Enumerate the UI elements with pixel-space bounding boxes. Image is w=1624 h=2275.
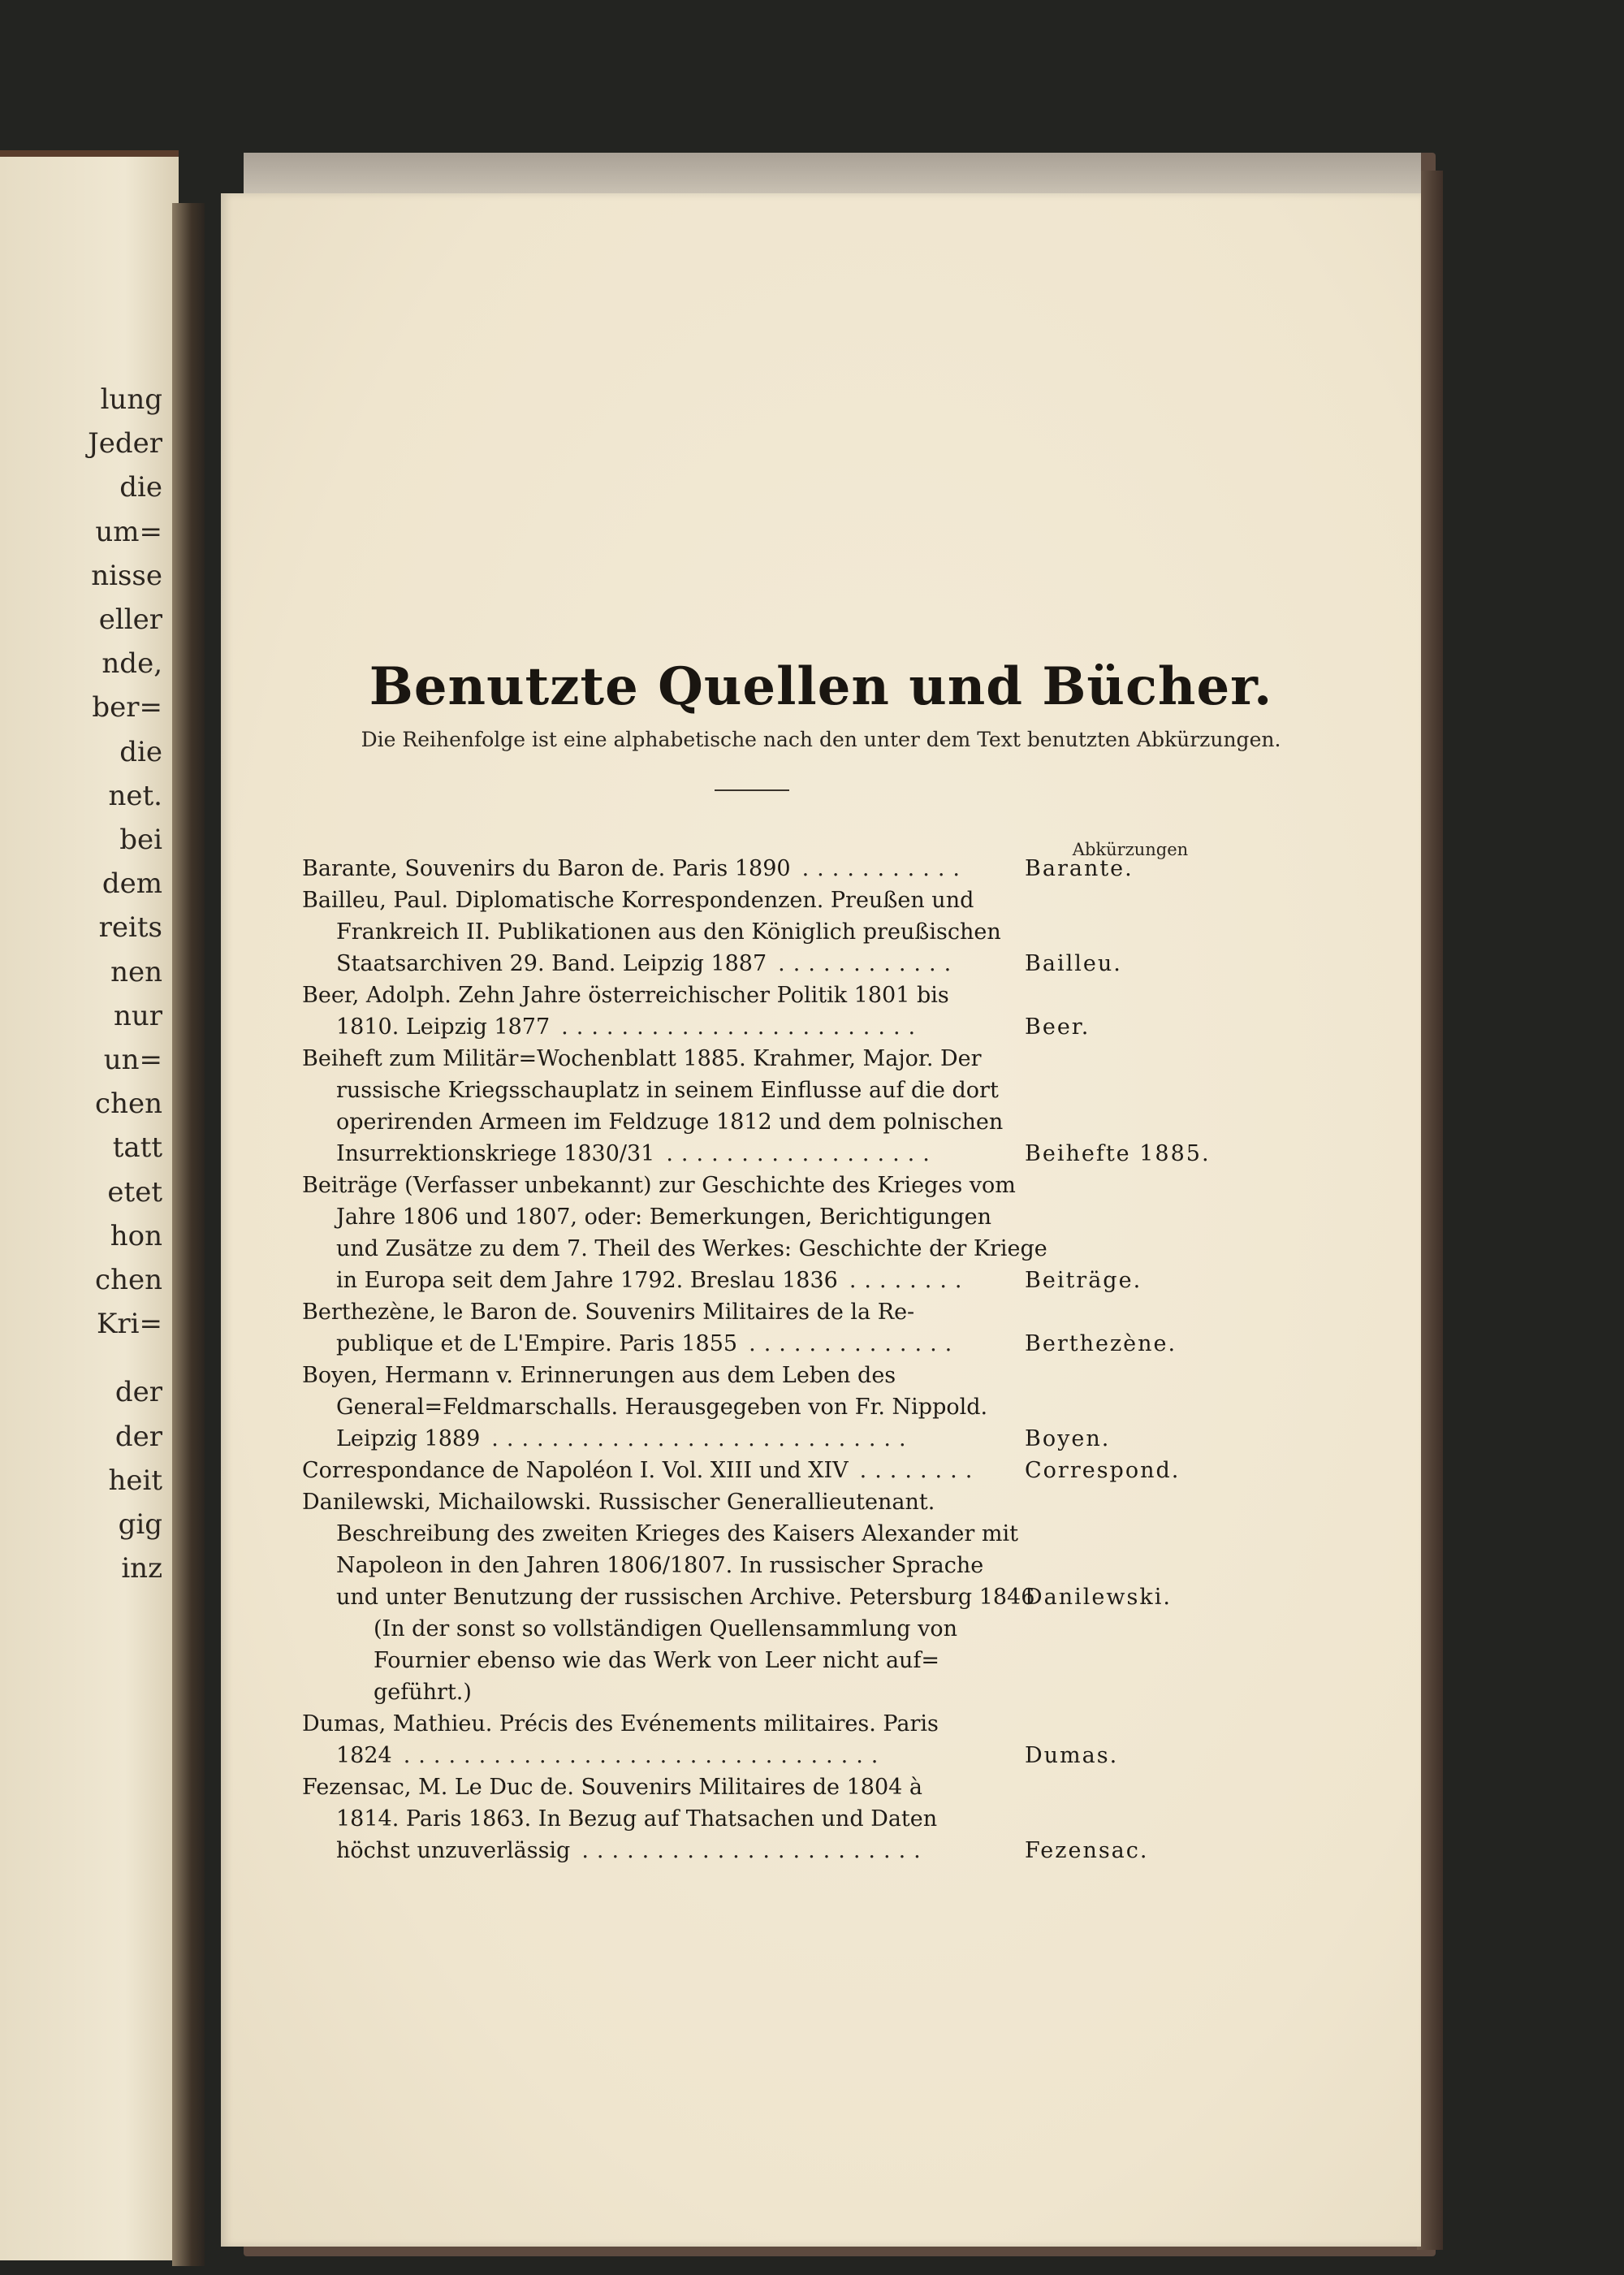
entry-abbreviation: Boyen. bbox=[1025, 1426, 1111, 1451]
leader-dots: ............ bbox=[778, 951, 960, 976]
abbreviations-column-header: Abkürzungen bbox=[1072, 840, 1189, 859]
entry-text: Berthezène, le Baron de. Souvenirs Militaires de la Re- bbox=[302, 1300, 915, 1325]
bibliography-entry bbox=[302, 980, 1260, 1011]
entry-abbreviation: Berthezène. bbox=[1025, 1331, 1177, 1356]
entry-text: in Europa seit dem Jahre 1792. Breslau 1836 bbox=[336, 1268, 838, 1293]
bibliography-entry bbox=[302, 1771, 1260, 1803]
entry-abbreviation: Dumas. bbox=[1025, 1743, 1119, 1768]
bibliography-entry bbox=[302, 853, 1260, 884]
entry-text: geführt.) bbox=[374, 1680, 472, 1705]
previous-page-text-fragment: Jeder bbox=[88, 427, 162, 461]
bibliography-entry bbox=[302, 1486, 1260, 1518]
bibliography-entry-continuation bbox=[302, 1011, 1260, 1043]
previous-page-text-fragment: net. bbox=[108, 779, 162, 812]
bibliography-entry-continuation bbox=[302, 916, 1260, 948]
entry-text: operirenden Armeen im Feldzuge 1812 und dem polnischen bbox=[336, 1109, 1004, 1135]
entry-text: und unter Benutzung der russischen Archive. Petersburg 1846 bbox=[336, 1585, 1035, 1610]
bibliography-entry-continuation bbox=[302, 1581, 1260, 1613]
page-title: Benutzte Quellen und Bücher. bbox=[369, 656, 1273, 717]
bibliography-entry bbox=[302, 1360, 1260, 1391]
bibliography-entry-continuation bbox=[302, 1550, 1260, 1581]
previous-page-text-fragment: nur bbox=[113, 999, 162, 1032]
bibliography-entry-continuation bbox=[302, 1138, 1260, 1170]
entry-text: publique et de L'Empire. Paris 1855 bbox=[336, 1331, 738, 1356]
leader-dots: ................................ bbox=[403, 1743, 887, 1768]
bibliography-entry bbox=[302, 1708, 1260, 1740]
bibliography-entry-continuation bbox=[302, 1645, 1260, 1676]
previous-page-text-fragment: der bbox=[114, 1420, 162, 1453]
entry-text: Leipzig 1889 bbox=[336, 1426, 481, 1451]
previous-page-text-fragment: die bbox=[119, 471, 162, 504]
bibliography-entry-continuation bbox=[302, 1423, 1260, 1455]
previous-page-text-fragment: lung bbox=[100, 383, 162, 416]
entry-text: Barante, Souvenirs du Baron de. Paris 1890 bbox=[302, 856, 791, 881]
previous-page-text-fragment: nen bbox=[110, 955, 162, 988]
previous-page-text-fragment: inz bbox=[121, 1552, 162, 1585]
bibliography-entry-continuation bbox=[302, 1106, 1260, 1138]
previous-page-text-fragment: reits bbox=[98, 911, 162, 945]
entry-text: Frankreich II. Publikationen aus den Königlich preußischen bbox=[336, 919, 1001, 945]
bibliography-entry-continuation bbox=[302, 1803, 1260, 1835]
entry-text: Beiträge (Verfasser unbekannt) zur Geschichte des Krieges vom bbox=[302, 1173, 1016, 1198]
entry-text: (In der sonst so vollständigen Quellensammlung von bbox=[374, 1616, 958, 1641]
previous-page-text-fragment: eller bbox=[98, 603, 162, 636]
leader-dots: ............................ bbox=[491, 1426, 914, 1451]
entry-text: 1824 bbox=[336, 1743, 392, 1768]
bibliography-entry-continuation bbox=[302, 1075, 1260, 1106]
bibliography-entry-continuation bbox=[302, 1676, 1260, 1708]
entry-text: Fournier ebenso wie das Werk von Leer nicht auf= bbox=[374, 1648, 940, 1673]
previous-page-text-fragment: heit bbox=[108, 1464, 162, 1497]
entry-text: General=Feldmarschalls. Herausgegeben von Fr. Nippold. bbox=[336, 1395, 988, 1420]
previous-page-text-fragment: um= bbox=[95, 515, 162, 548]
bibliography-entry-continuation bbox=[302, 1518, 1260, 1550]
divider-rule bbox=[715, 789, 789, 791]
entry-text: Danilewski, Michailowski. Russischer Generallieutenant. bbox=[302, 1490, 935, 1515]
bibliography-entry-continuation bbox=[302, 948, 1260, 980]
previous-page-text-fragment: dem bbox=[102, 867, 162, 901]
previous-page-text-fragment: gig bbox=[118, 1508, 162, 1541]
previous-page-text-fragment: bei bbox=[119, 824, 162, 856]
bibliography-entry bbox=[302, 1296, 1260, 1328]
entry-text: Napoleon in den Jahren 1806/1807. In russischer Sprache bbox=[336, 1553, 984, 1578]
entry-text: Staatsarchiven 29. Band. Leipzig 1887 bbox=[336, 951, 767, 976]
bibliography-entry bbox=[302, 1170, 1260, 1201]
entry-text: Bailleu, Paul. Diplomatische Korrespondenzen. Preußen und bbox=[302, 888, 974, 913]
entry-text: Beiheft zum Militär=Wochenblatt 1885. Krahmer, Major. Der bbox=[302, 1046, 982, 1071]
entry-text: 1810. Leipzig 1877 bbox=[336, 1014, 551, 1040]
entry-text: Beschreibung des zweiten Krieges des Kaisers Alexander mit bbox=[336, 1521, 1018, 1546]
bibliography-entry-continuation bbox=[302, 1201, 1260, 1233]
entry-abbreviation: Danilewski. bbox=[1025, 1585, 1172, 1610]
entry-text: Boyen, Hermann v. Erinnerungen aus dem Leben des bbox=[302, 1363, 896, 1388]
entry-text: und Zusätze zu dem 7. Theil des Werkes: Geschichte der Kriege bbox=[336, 1236, 1047, 1261]
previous-page-text-fragment: Kri= bbox=[96, 1308, 162, 1341]
previous-page-text-fragment: tatt bbox=[112, 1131, 162, 1165]
entry-text: höchst unzuverlässig bbox=[336, 1838, 571, 1863]
bibliography-entry bbox=[302, 1455, 1260, 1486]
entry-text: Jahre 1806 und 1807, oder: Bemerkungen, Berichtigungen bbox=[336, 1205, 992, 1230]
bibliography-entry-continuation bbox=[302, 1835, 1260, 1866]
leader-dots: ........... bbox=[801, 856, 968, 881]
entry-abbreviation: Beiträge. bbox=[1025, 1268, 1142, 1293]
entry-text: russische Kriegsschauplatz in seinem Einflusse auf die dort bbox=[336, 1078, 999, 1103]
bibliography-entry bbox=[302, 1613, 1260, 1645]
entry-abbreviation: Fezensac. bbox=[1025, 1838, 1149, 1863]
previous-page-text-fragment: chen bbox=[95, 1264, 162, 1296]
entry-abbreviation: Bailleu. bbox=[1025, 951, 1122, 976]
bibliography-entry bbox=[302, 884, 1260, 916]
entry-text: Dumas, Mathieu. Précis des Evénements militaires. Paris bbox=[302, 1711, 939, 1737]
entry-text: Fezensac, M. Le Duc de. Souvenirs Militaires de 1804 à bbox=[302, 1775, 922, 1800]
book-spine bbox=[172, 203, 205, 2266]
entry-abbreviation: Correspond. bbox=[1025, 1458, 1181, 1483]
entry-abbreviation: Beihefte 1885. bbox=[1025, 1141, 1211, 1166]
bibliography-entry-continuation bbox=[302, 1233, 1260, 1265]
previous-page-text-fragment: un= bbox=[103, 1044, 162, 1076]
previous-page-text-fragment: nde, bbox=[102, 647, 162, 681]
entry-text: Beer, Adolph. Zehn Jahre österreichischer Politik 1801 bis bbox=[302, 983, 949, 1008]
scanned-page bbox=[221, 193, 1421, 2247]
entry-text: Correspondance de Napoléon I. Vol. XIII und XIV bbox=[302, 1458, 849, 1483]
leader-dots: ........................ bbox=[561, 1014, 924, 1040]
bibliography-entry bbox=[302, 1043, 1260, 1075]
bibliography-list bbox=[302, 853, 1260, 1866]
leader-dots: ........ bbox=[859, 1458, 981, 1483]
leader-dots: .................. bbox=[666, 1141, 938, 1166]
page-subtitle: Die Reihenfolge ist eine alphabetische nach den unter dem Text benutzten Abkürzungen. bbox=[361, 728, 1281, 751]
bibliography-entry-continuation bbox=[302, 1265, 1260, 1296]
entry-abbreviation: Beer. bbox=[1025, 1014, 1091, 1040]
leader-dots: .............. bbox=[749, 1331, 961, 1356]
previous-page-text-fragment: nisse bbox=[91, 559, 162, 592]
leader-dots: ....................... bbox=[581, 1838, 929, 1863]
entry-text: 1814. Paris 1863. In Bezug auf Thatsachen und Daten bbox=[336, 1806, 938, 1832]
entry-text: Insurrektionskriege 1830/31 bbox=[336, 1141, 655, 1166]
bibliography-entry-continuation bbox=[302, 1740, 1260, 1771]
previous-page-text-fragment: die bbox=[119, 735, 162, 768]
previous-page-text-fragment: der bbox=[114, 1376, 162, 1409]
previous-page-text-fragment: ber= bbox=[92, 691, 162, 724]
previous-page-text-fragment: hon bbox=[110, 1219, 162, 1252]
entry-abbreviation: Barante. bbox=[1025, 856, 1134, 881]
previous-page-text-fragment: etet bbox=[107, 1175, 162, 1209]
bibliography-entry-continuation bbox=[302, 1328, 1260, 1360]
previous-page-text-fragment: chen bbox=[95, 1088, 162, 1121]
leader-dots: ........ bbox=[849, 1268, 970, 1293]
page-edge bbox=[244, 153, 1421, 193]
bibliography-entry-continuation bbox=[302, 1391, 1260, 1423]
